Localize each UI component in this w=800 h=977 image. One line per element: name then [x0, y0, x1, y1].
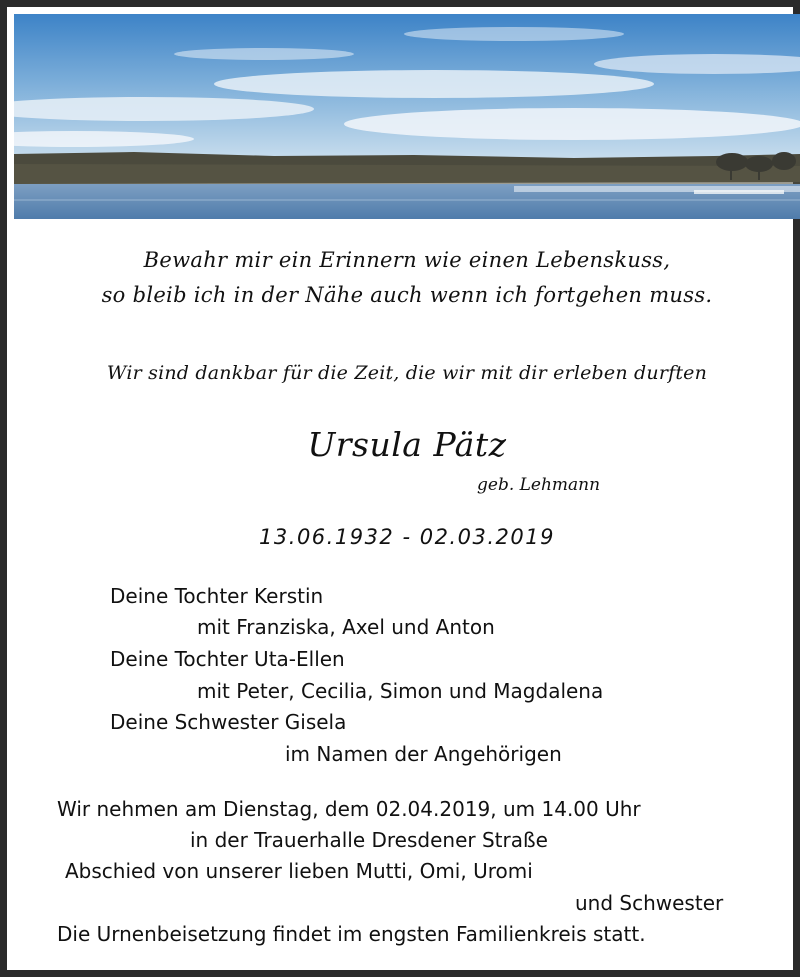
announcement-line: Die Urnenbeisetzung findet im engsten Familienkreis statt. [57, 922, 646, 946]
mourner-line: Deine Schwester Gisela [110, 710, 347, 734]
mourner-line: Deine Tochter Uta-Ellen [110, 647, 345, 671]
announcement-line: in der Trauerhalle Dresdener Straße [190, 828, 548, 852]
deceased-name: Ursula Pätz [307, 425, 507, 464]
mourner-line: mit Peter, Cecilia, Simon und Magdalena [197, 679, 604, 703]
mourner-line: Deine Tochter Kerstin [110, 584, 324, 608]
birth-name: geb. Lehmann [477, 475, 601, 495]
life-dates: 13.06.1932 - 02.03.2019 [259, 525, 555, 549]
mourner-line: mit Franziska, Axel und Anton [197, 615, 495, 639]
landscape-image [14, 14, 800, 219]
quote-line-1: Bewahr mir ein Erinnern wie einen Lebenskuss, [143, 248, 671, 272]
announcement-line: Wir nehmen am Dienstag, dem 02.04.2019, um 14.00 Uhr [57, 797, 641, 821]
river-landscape-picture [14, 14, 800, 219]
thanks-line: Wir sind dankbar für die Zeit, die wir mit dir erleben durften [106, 362, 708, 384]
announcement-line: und Schwester [575, 891, 724, 915]
quote-line-2: so bleib ich in der Nähe auch wenn ich fortgehen muss. [101, 283, 713, 307]
announcement-line: Abschied von unserer lieben Mutti, Omi, Uromi [65, 859, 533, 883]
mourner-line: im Namen der Angehörigen [285, 742, 562, 766]
